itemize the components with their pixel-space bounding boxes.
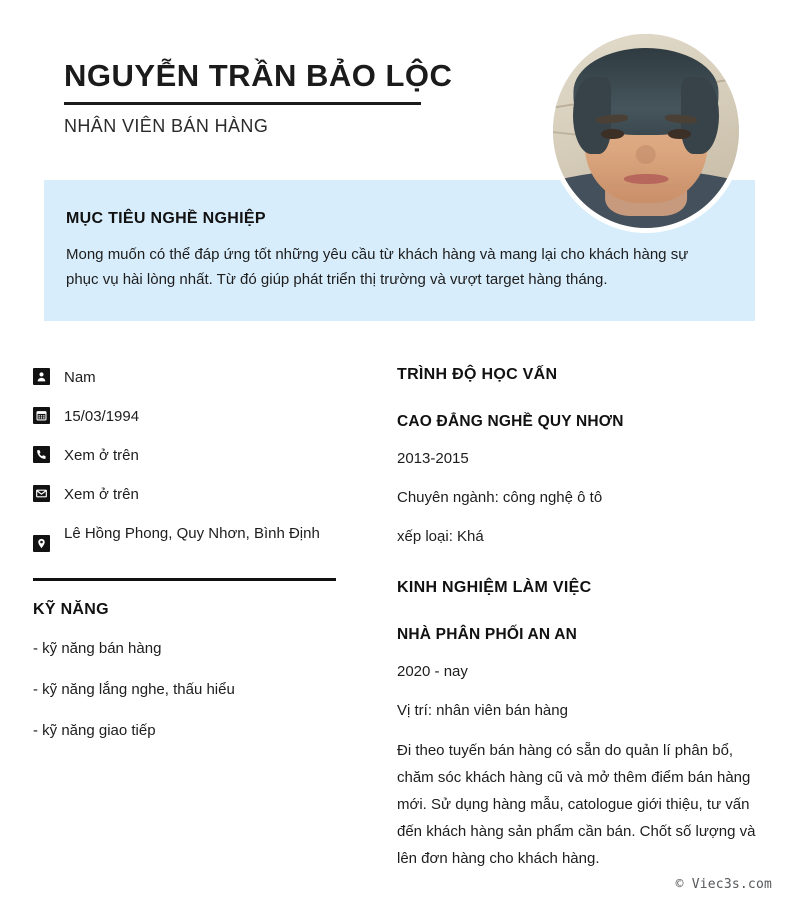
phone-icon [33,446,50,463]
contact-value: 15/03/1994 [64,408,140,425]
experience-description: Đi theo tuyến bán hàng có sẵn do quản lí phân bổ, chăm sóc khách hàng cũ và mở thêm điểm bán hàng mới. Sử dụng hàng mẫu, catologue giới thiệu, tư vấn đến khách hàng sản phẩm cần bán. Chốt số lượng và lên đơn hàng cho khách hàng. [397,742,756,867]
education-school: CAO ĐẲNG NGHỀ QUY NHƠN [397,413,624,430]
portrait-photo-icon [553,34,739,228]
contact-value: Lê Hồng Phong, Quy Nhơn, Bình Định [64,525,320,542]
education-heading: TRÌNH ĐỘ HỌC VẤN [397,366,558,383]
contact-row [33,522,338,552]
person-icon [33,368,50,385]
left-column [33,366,338,742]
contact-row [33,483,338,506]
education-major: Chuyên ngành: công nghệ ô tô [397,489,603,506]
contact-value: Nam [64,369,96,386]
location-pin-icon [33,535,50,552]
list-item: - kỹ năng bán hàng [33,640,162,657]
list-item: - kỹ năng giao tiếp [33,722,156,739]
experience-company: NHÀ PHÂN PHỐI AN AN [397,626,578,643]
job-title: NHÂN VIÊN BÁN HÀNG [64,115,269,136]
page-title: NGUYỄN TRẦN BẢO LỘC [64,58,453,93]
resume-header [64,58,524,137]
calendar-icon [33,407,50,424]
career-objective-heading: MỤC TIÊU NGHỀ NGHIỆP [66,210,266,227]
education-years: 2013-2015 [397,450,469,467]
contact-row [33,366,338,389]
list-item: - kỹ năng lắng nghe, thấu hiểu [33,681,235,698]
footer-credit: © Viec3s.com [675,877,772,892]
contact-row [33,405,338,428]
experience-heading: KINH NGHIỆM LÀM VIỆC [397,579,592,596]
name-underline-divider [64,102,421,105]
contact-row [33,444,338,467]
education-grade: xếp loại: Khá [397,528,484,545]
contact-value: Xem ở trên [64,447,139,464]
contact-value: Xem ở trên [64,486,139,503]
experience-years: 2020 - nay [397,663,468,680]
career-objective-body: Mong muốn có thể đáp ứng tốt những yêu cầu từ khách hàng và mang lại cho khách hàng sự phục vụ hài lòng nhất. Từ đó giúp phát triển thị trường và vượt target hàng tháng. [66,246,689,288]
avatar [548,29,744,233]
left-column-divider [33,578,336,581]
skills-heading: KỸ NĂNG [33,601,109,618]
right-column [397,366,757,872]
envelope-icon [33,485,50,502]
experience-position: Vị trí: nhân viên bán hàng [397,702,568,719]
